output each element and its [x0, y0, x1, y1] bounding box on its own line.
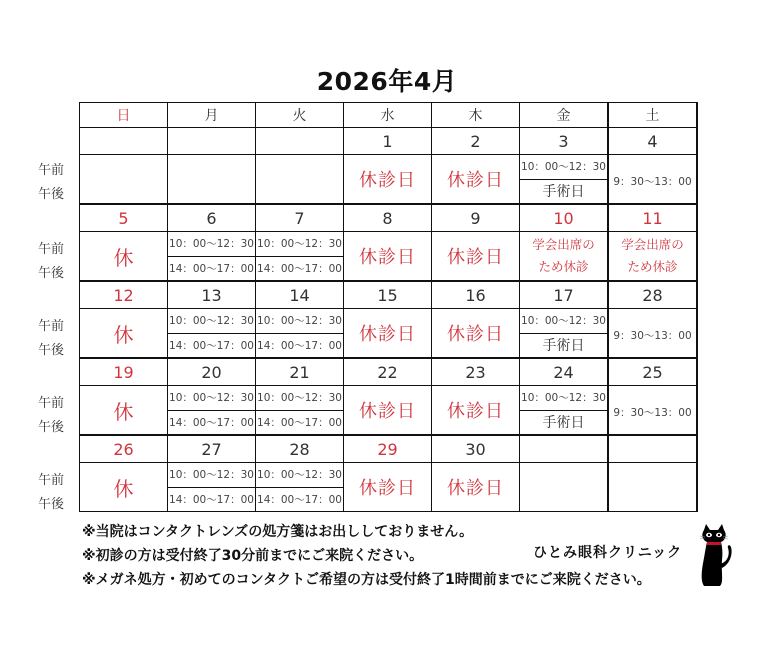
hours-split	[256, 386, 343, 434]
conference-closure	[520, 234, 607, 278]
date-cell: 30	[432, 435, 520, 463]
saturday-hours: 9：30～13：00	[613, 175, 692, 188]
closed-day-label: 休診日	[447, 170, 504, 191]
closed-label: 休	[113, 322, 134, 347]
morning-hours: 10：00～12：30	[520, 386, 607, 411]
date-cell	[80, 128, 168, 155]
schedule-cell	[344, 309, 432, 359]
schedule-row	[80, 463, 698, 512]
note-glasses-contacts: ※メガネ処方・初めてのコンタクトご希望の方は受付終了1時間前までにご来院ください。	[82, 572, 651, 588]
schedule-cell	[432, 463, 520, 512]
morning-hours: 10：00～12：30	[256, 232, 343, 257]
closed-day-label: 休診日	[359, 324, 416, 345]
label-afternoon: 午後	[38, 266, 65, 281]
calendar-title: 2026年4月	[316, 67, 458, 96]
date-cell: 8	[344, 204, 432, 232]
weekday-mon: 月	[168, 103, 256, 128]
date-cell: 2	[432, 128, 520, 155]
schedule-cell	[256, 463, 344, 512]
schedule-cell	[344, 232, 432, 282]
date-row	[80, 281, 698, 309]
date-cell: 11	[608, 204, 697, 232]
label-afternoon: 午後	[38, 187, 65, 202]
schedule-cell	[344, 386, 432, 436]
schedule-cell	[608, 386, 697, 436]
date-cell: 28	[608, 281, 697, 309]
schedule-cell	[80, 463, 168, 512]
hours-split	[256, 309, 343, 357]
schedule-cell	[520, 386, 609, 436]
hours-split	[256, 232, 343, 280]
date-cell: 16	[432, 281, 520, 309]
afternoon-hours: 14：00～17：00	[169, 262, 254, 275]
schedule-cell	[520, 232, 609, 282]
closed-day-label: 休診日	[359, 401, 416, 422]
morning-hours: 10：00～12：30	[168, 463, 255, 488]
schedule-cell	[432, 155, 520, 205]
schedule-cell	[608, 309, 697, 359]
closed-label: 休	[113, 476, 134, 501]
date-row	[80, 435, 698, 463]
morning-hours: 10：00～12：30	[168, 309, 255, 334]
weekday-wed: 水	[344, 103, 432, 128]
conference-closure	[609, 234, 696, 278]
conference-line-2: ため休診	[538, 259, 589, 274]
weekday-sun: 日	[80, 103, 168, 128]
schedule-cell	[168, 155, 256, 205]
hours-split	[256, 463, 343, 511]
schedule-cell	[256, 232, 344, 282]
label-morning: 午前	[38, 473, 65, 488]
note-prescription: ※当院はコンタクトレンズの処方箋はお出ししておりません。	[82, 524, 474, 540]
schedule-row	[80, 232, 698, 282]
clinic-name: ひとみ眼科クリニック	[533, 545, 683, 561]
schedule-cell	[520, 463, 609, 512]
schedule-cell	[608, 155, 697, 205]
saturday-hours: 9：30～13：00	[613, 406, 692, 419]
schedule-cell	[432, 386, 520, 436]
hours-split	[168, 309, 255, 357]
date-cell: 10	[520, 204, 609, 232]
closed-label: 休	[113, 399, 134, 424]
morning-hours: 10：00～12：30	[256, 386, 343, 411]
afternoon-hours: 14：00～17：00	[257, 339, 342, 352]
schedule-cell	[168, 309, 256, 359]
afternoon-hours: 14：00～17：00	[257, 493, 342, 506]
schedule-cell	[432, 309, 520, 359]
hours-split	[520, 386, 607, 434]
conference-line-1: 学会出席の	[532, 237, 595, 252]
closed-day-label: 休診日	[359, 478, 416, 499]
date-cell: 21	[256, 358, 344, 386]
conference-line-2: ため休診	[627, 259, 678, 274]
date-cell: 12	[80, 281, 168, 309]
date-cell: 3	[520, 128, 609, 155]
schedule-cell	[168, 463, 256, 512]
weekday-header-row	[80, 103, 698, 128]
date-cell: 24	[520, 358, 609, 386]
afternoon-hours: 14：00～17：00	[257, 416, 342, 429]
black-cat-icon	[694, 524, 734, 588]
closed-day-label: 休診日	[447, 247, 504, 268]
schedule-cell	[520, 155, 609, 205]
date-cell: 6	[168, 204, 256, 232]
schedule-cell	[80, 232, 168, 282]
schedule-cell	[608, 232, 697, 282]
schedule-cell	[80, 309, 168, 359]
hours-split	[168, 232, 255, 280]
date-cell: 26	[80, 435, 168, 463]
morning-hours: 10：00～12：30	[256, 463, 343, 488]
date-cell: 23	[432, 358, 520, 386]
date-cell: 28	[256, 435, 344, 463]
schedule-cell	[168, 232, 256, 282]
closed-day-label: 休診日	[447, 324, 504, 345]
afternoon-hours: 14：00～17：00	[169, 339, 254, 352]
hours-split	[168, 463, 255, 511]
weekday-thu: 木	[432, 103, 520, 128]
morning-hours: 10：00～12：30	[520, 155, 607, 180]
schedule-cell	[80, 386, 168, 436]
conference-line-1: 学会出席の	[621, 237, 684, 252]
surgery-day-label: 手術日	[542, 338, 585, 355]
surgery-day-label: 手術日	[542, 184, 585, 201]
closed-day-label: 休診日	[447, 401, 504, 422]
date-cell	[608, 435, 697, 463]
label-morning: 午前	[38, 242, 65, 257]
schedule-cell	[256, 386, 344, 436]
schedule-cell	[256, 155, 344, 205]
surgery-day-label: 手術日	[542, 415, 585, 432]
date-row	[80, 204, 698, 232]
date-cell	[168, 128, 256, 155]
schedule-cell	[80, 155, 168, 205]
schedule-row	[80, 155, 698, 205]
schedule-cell	[520, 309, 609, 359]
label-afternoon: 午後	[38, 343, 65, 358]
morning-hours: 10：00～12：30	[520, 309, 607, 334]
date-cell: 14	[256, 281, 344, 309]
date-cell: 29	[344, 435, 432, 463]
date-row	[80, 358, 698, 386]
date-cell: 20	[168, 358, 256, 386]
weekday-tue: 火	[256, 103, 344, 128]
label-morning: 午前	[38, 319, 65, 334]
saturday-hours: 9：30～13：00	[613, 329, 692, 342]
schedule-row	[80, 386, 698, 436]
weekday-fri: 金	[520, 103, 609, 128]
closed-day-label: 休診日	[447, 478, 504, 499]
date-row	[80, 128, 698, 155]
afternoon-hours: 14：00～17：00	[169, 416, 254, 429]
label-afternoon: 午後	[38, 420, 65, 435]
date-cell: 19	[80, 358, 168, 386]
morning-hours: 10：00～12：30	[256, 309, 343, 334]
label-afternoon: 午後	[38, 497, 65, 512]
date-cell: 13	[168, 281, 256, 309]
hours-split	[520, 155, 607, 203]
label-morning: 午前	[38, 163, 65, 178]
schedule-cell	[432, 232, 520, 282]
morning-hours: 10：00～12：30	[168, 232, 255, 257]
date-cell: 5	[80, 204, 168, 232]
date-cell	[256, 128, 344, 155]
date-cell: 17	[520, 281, 609, 309]
schedule-cell	[256, 309, 344, 359]
afternoon-hours: 14：00～17：00	[257, 262, 342, 275]
date-cell: 22	[344, 358, 432, 386]
label-morning: 午前	[38, 396, 65, 411]
schedule-cell	[608, 463, 697, 512]
hours-split	[168, 386, 255, 434]
closed-label: 休	[113, 245, 134, 270]
morning-hours: 10：00～12：30	[168, 386, 255, 411]
closed-day-label: 休診日	[359, 170, 416, 191]
hours-split	[520, 309, 607, 357]
date-cell	[520, 435, 609, 463]
afternoon-hours: 14：00～17：00	[169, 493, 254, 506]
schedule-cell	[344, 463, 432, 512]
note-first-visit: ※初診の方は受付終了30分前までにご来院ください。	[82, 548, 424, 564]
date-cell: 27	[168, 435, 256, 463]
closed-day-label: 休診日	[359, 247, 416, 268]
weekday-sat: 土	[608, 103, 697, 128]
schedule-cell	[168, 386, 256, 436]
schedule-cell	[344, 155, 432, 205]
date-cell: 1	[344, 128, 432, 155]
date-cell: 15	[344, 281, 432, 309]
date-cell: 7	[256, 204, 344, 232]
schedule-row	[80, 309, 698, 359]
date-cell: 9	[432, 204, 520, 232]
schedule-calendar	[79, 102, 698, 512]
date-cell: 25	[608, 358, 697, 386]
date-cell: 4	[608, 128, 697, 155]
